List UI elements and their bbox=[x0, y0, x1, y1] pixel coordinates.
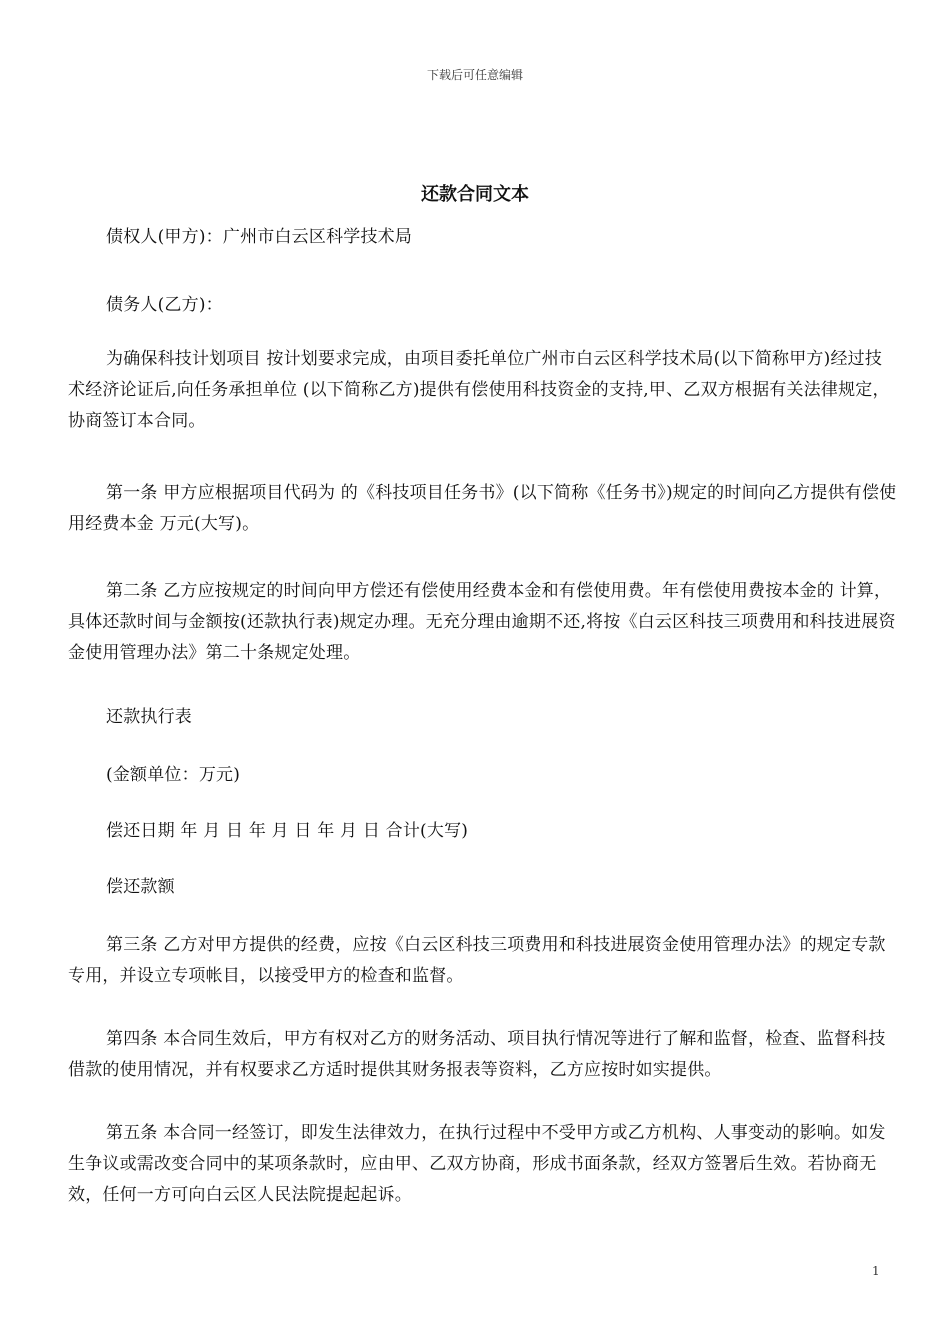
article-2: 第二条 乙方应按规定的时间向甲方偿还有偿使用经费本金和有偿使用费。年有偿使用费按本金的 计算，具体还款时间与金额按(还款执行表)规定办理。无充分理由逾期不还,将按《白云区科技三项费用和科技进展资金使用管理办法》第二十条规定处理。 bbox=[68, 581, 896, 663]
schedule-unit: (金额单位：万元) bbox=[106, 765, 241, 785]
document-title: 还款合同文本 bbox=[421, 184, 529, 205]
schedule-title: 还款执行表 bbox=[106, 707, 192, 727]
preamble-paragraph: 为确保科技计划项目 按计划要求完成，由项目委托单位广州市白云区科学技术局(以下简称甲方)经过技术经济论证后,向任务承担单位 (以下简称乙方)提供有偿使用科技资金的支持,甲、乙双方根据有关法律规定，协商签订本合同。 bbox=[68, 349, 890, 431]
schedule-amount-row: 偿还款额 bbox=[106, 877, 175, 897]
schedule-dates-row: 偿还日期 年 月 日 年 月 日 年 月 日 合计(大写) bbox=[106, 821, 469, 841]
article-4: 第四条 本合同生效后，甲方有权对乙方的财务活动、项目执行情况等进行了解和监督，检查、监督科技借款的使用情况，并有权要求乙方适时提供其财务报表等资料，乙方应按时如实提供。 bbox=[68, 1029, 886, 1080]
article-3: 第三条 乙方对甲方提供的经费，应按《白云区科技三项费用和科技进展资金使用管理办法》的规定专款专用，并设立专项帐目，以接受甲方的检查和监督。 bbox=[68, 935, 886, 986]
page-number: 1 bbox=[872, 1264, 880, 1278]
creditor-line: 债权人(甲方)：广州市白云区科学技术局 bbox=[106, 227, 413, 247]
article-5: 第五条 本合同一经签订，即发生法律效力，在执行过程中不受甲方或乙方机构、人事变动的影响。如发生争议或需改变合同中的某项条款时，应由甲、乙双方协商，形成书面条款，经双方签署后生效。若协商无效，任何一方可向白云区人民法院提起起诉。 bbox=[68, 1123, 886, 1205]
article-1: 第一条 甲方应根据项目代码为 的《科技项目任务书》(以下简称《任务书》)规定的时间向乙方提供有偿使用经费本金 万元(大写)。 bbox=[68, 483, 897, 534]
debtor-line: 债务人(乙方)： bbox=[106, 295, 223, 315]
header-note: 下载后可任意编辑 bbox=[426, 68, 523, 82]
